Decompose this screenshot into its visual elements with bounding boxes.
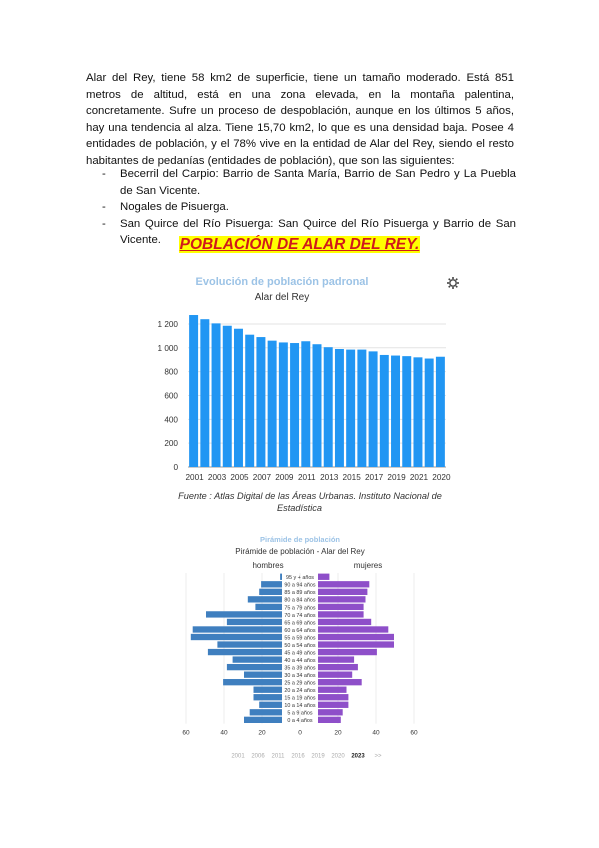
women-bar[interactable] xyxy=(318,702,348,708)
bar[interactable] xyxy=(425,359,434,467)
chart-subtitle: Alar del Rey xyxy=(254,292,310,303)
year-option[interactable]: 2011 xyxy=(271,753,285,760)
chart-source-caption: Fuente : Atlas Digital de las Áreas Urbanas. Instituto Nacional de xyxy=(178,491,442,501)
bar[interactable] xyxy=(268,341,277,467)
men-bar[interactable] xyxy=(255,604,282,610)
women-bar[interactable] xyxy=(318,649,377,655)
x-tick-label: 2009 xyxy=(275,473,294,482)
age-label: 60 a 64 años xyxy=(284,627,316,634)
age-label: 75 a 79 años xyxy=(284,605,316,612)
age-label: 10 a 14 años xyxy=(284,703,316,710)
bar[interactable] xyxy=(413,357,422,467)
pyramid-subtitle: Pirámide de población - Alar del Rey xyxy=(235,547,365,556)
men-bar[interactable] xyxy=(280,574,282,580)
bar[interactable] xyxy=(391,356,400,467)
women-bar[interactable] xyxy=(318,664,358,670)
women-bar[interactable] xyxy=(318,687,347,693)
men-bar[interactable] xyxy=(259,589,282,595)
bar[interactable] xyxy=(324,347,333,467)
chart-source-caption-2: Estadística xyxy=(277,503,322,513)
bar[interactable] xyxy=(223,326,232,467)
women-bar[interactable] xyxy=(318,589,367,595)
age-label: 55 a 59 años xyxy=(284,635,316,642)
age-label: 15 a 19 años xyxy=(284,695,316,702)
x-tick-label: 2013 xyxy=(320,473,339,482)
women-bar[interactable] xyxy=(318,656,354,662)
year-selector xyxy=(231,754,382,760)
section-heading-text: POBLACIÓN DE ALAR DEL REY. xyxy=(179,236,420,253)
x-tick-label: 2019 xyxy=(387,473,406,482)
men-label: hombres xyxy=(252,561,284,570)
men-bar[interactable] xyxy=(244,671,282,677)
bar[interactable] xyxy=(256,337,265,467)
x-tick-label: 20 xyxy=(258,729,266,737)
bullet-dash: - xyxy=(102,168,106,180)
men-bar[interactable] xyxy=(227,619,282,625)
men-bar[interactable] xyxy=(254,694,283,700)
women-bar[interactable] xyxy=(318,671,352,677)
y-tick-label: 600 xyxy=(164,391,178,401)
bar[interactable] xyxy=(189,315,198,467)
year-option[interactable]: 2019 xyxy=(311,753,325,760)
women-bar[interactable] xyxy=(318,581,369,587)
x-tick-label: 2021 xyxy=(409,473,429,482)
women-bar[interactable] xyxy=(318,634,394,640)
men-bar[interactable] xyxy=(233,656,282,662)
year-option[interactable]: 2023 xyxy=(351,753,365,760)
x-tick-label: 0 xyxy=(298,729,302,737)
men-bar[interactable] xyxy=(254,687,283,693)
men-bar[interactable] xyxy=(206,611,282,617)
age-label: 45 a 49 años xyxy=(284,650,316,657)
women-bar[interactable] xyxy=(318,596,366,602)
x-tick-label: 2011 xyxy=(297,473,316,482)
bar[interactable] xyxy=(313,344,322,467)
women-bar[interactable] xyxy=(318,694,348,700)
bar[interactable] xyxy=(357,350,366,467)
x-axis-ticks xyxy=(182,730,418,737)
age-label: 85 a 89 años xyxy=(284,590,316,597)
bar[interactable] xyxy=(335,349,344,467)
bar[interactable] xyxy=(380,355,389,467)
men-bar[interactable] xyxy=(261,581,282,587)
bar[interactable] xyxy=(212,323,221,467)
age-label: 30 a 34 años xyxy=(284,673,316,680)
men-bar[interactable] xyxy=(250,709,282,715)
women-bar[interactable] xyxy=(318,574,329,580)
year-option[interactable]: 2020 xyxy=(331,753,345,760)
year-option[interactable]: 2001 xyxy=(231,753,245,760)
age-label: 95 y + años xyxy=(285,575,315,582)
x-tick-label: 2005 xyxy=(230,473,249,482)
men-bar[interactable] xyxy=(191,634,282,640)
chart-title: Evolución de población padronal xyxy=(195,276,369,288)
year-option[interactable]: 2006 xyxy=(251,753,265,760)
women-bar[interactable] xyxy=(318,604,364,610)
women-bar[interactable] xyxy=(318,626,388,632)
men-bar[interactable] xyxy=(208,649,282,655)
age-label: 70 a 74 años xyxy=(284,612,316,619)
bar[interactable] xyxy=(279,342,288,467)
bar[interactable] xyxy=(290,343,299,467)
age-label: 50 a 54 años xyxy=(284,642,316,649)
y-tick-label: 0 xyxy=(173,463,178,472)
men-bar[interactable] xyxy=(193,626,282,632)
women-bar[interactable] xyxy=(318,611,364,617)
bar[interactable] xyxy=(200,319,209,467)
age-label: 90 a 94 años xyxy=(284,582,316,589)
bar[interactable] xyxy=(234,329,243,467)
list-item-text: San Quirce del Río Pisuerga: San Quirce del Río Pisuerga y Barrio de San Vicente. xyxy=(120,217,516,247)
x-tick-label: 2020 xyxy=(432,473,451,482)
y-tick-label: 1 200 xyxy=(157,319,178,329)
y-tick-label: 1 000 xyxy=(157,343,178,353)
women-bar[interactable] xyxy=(318,619,371,625)
age-label: 80 a 84 años xyxy=(284,597,316,604)
y-tick-label: 200 xyxy=(164,439,178,449)
age-label: 5 a 9 años xyxy=(287,710,313,717)
men-bar[interactable] xyxy=(244,717,282,723)
x-tick-label: 60 xyxy=(182,729,190,737)
men-bar[interactable] xyxy=(217,641,282,647)
y-tick-label: 400 xyxy=(164,415,178,425)
population-pyramid-chart xyxy=(150,530,460,770)
women-bar[interactable] xyxy=(318,717,341,723)
list-item xyxy=(86,199,516,216)
age-label: 25 a 29 años xyxy=(284,680,316,687)
men-bar[interactable] xyxy=(248,596,282,602)
year-option[interactable]: 2016 xyxy=(291,753,305,760)
list-item-text: Becerril del Carpio: Barrio de Santa María, Barrio de San Pedro y La Puebla de San Vicente. xyxy=(120,168,516,197)
age-label: 40 a 44 años xyxy=(284,657,316,664)
bullet-dash: - xyxy=(102,201,106,214)
x-tick-label: 2007 xyxy=(252,473,272,482)
x-tick-label: 40 xyxy=(220,729,228,737)
women-bar[interactable] xyxy=(318,641,394,647)
population-evolution-chart xyxy=(140,268,480,486)
bar[interactable] xyxy=(436,357,445,467)
x-tick-label: 2001 xyxy=(185,473,204,482)
y-tick-label: 800 xyxy=(164,367,178,377)
age-label: 65 a 69 años xyxy=(284,620,316,627)
bar[interactable] xyxy=(245,335,254,467)
bar[interactable] xyxy=(346,350,355,467)
men-bar[interactable] xyxy=(227,664,282,670)
bar[interactable] xyxy=(369,351,378,467)
bullet-dash: - xyxy=(102,217,106,230)
x-tick-label: 2017 xyxy=(364,473,384,482)
bar[interactable] xyxy=(301,341,310,467)
list-item-text: Nogales de Pisuerga. xyxy=(120,201,229,214)
men-bar[interactable] xyxy=(223,679,282,685)
men-bar[interactable] xyxy=(259,702,282,708)
x-tick-label: 2003 xyxy=(207,473,227,482)
pyramid-title: Pirámide de población xyxy=(259,535,341,544)
intro-paragraph: Alar del Rey, tiene 58 km2 de superficie, tiene un tamaño moderado. Está 851 metros de altitud, está en una zona elevada, en la montaña palentina, concretamente. Sufre un proceso de despoblación, aunque en los últimos 5 años, hay una tendencia al alza. Tiene 15,70 km2, lo que es una densidad baja. Posee 4 entidades de población, y el 78% vive en la entidad de Alar del Rey, siendo el resto habitantes de pedanías (entidades de población), que son las siguientes: xyxy=(86,72,514,167)
x-tick-label: 40 xyxy=(372,729,380,737)
women-bar[interactable] xyxy=(318,709,343,715)
list-item xyxy=(86,166,516,199)
women-bar[interactable] xyxy=(318,679,362,685)
age-label: 0 a 4 años xyxy=(287,718,313,725)
bar[interactable] xyxy=(402,356,411,467)
age-label: 20 a 24 años xyxy=(284,688,316,695)
women-label: mujeres xyxy=(353,561,383,570)
year-option[interactable]: >> xyxy=(374,753,382,760)
x-tick-label: 2015 xyxy=(342,473,361,482)
x-tick-label: 20 xyxy=(334,729,342,737)
x-tick-label: 60 xyxy=(410,729,418,737)
section-heading xyxy=(0,236,599,254)
age-label: 35 a 39 años xyxy=(284,665,316,672)
